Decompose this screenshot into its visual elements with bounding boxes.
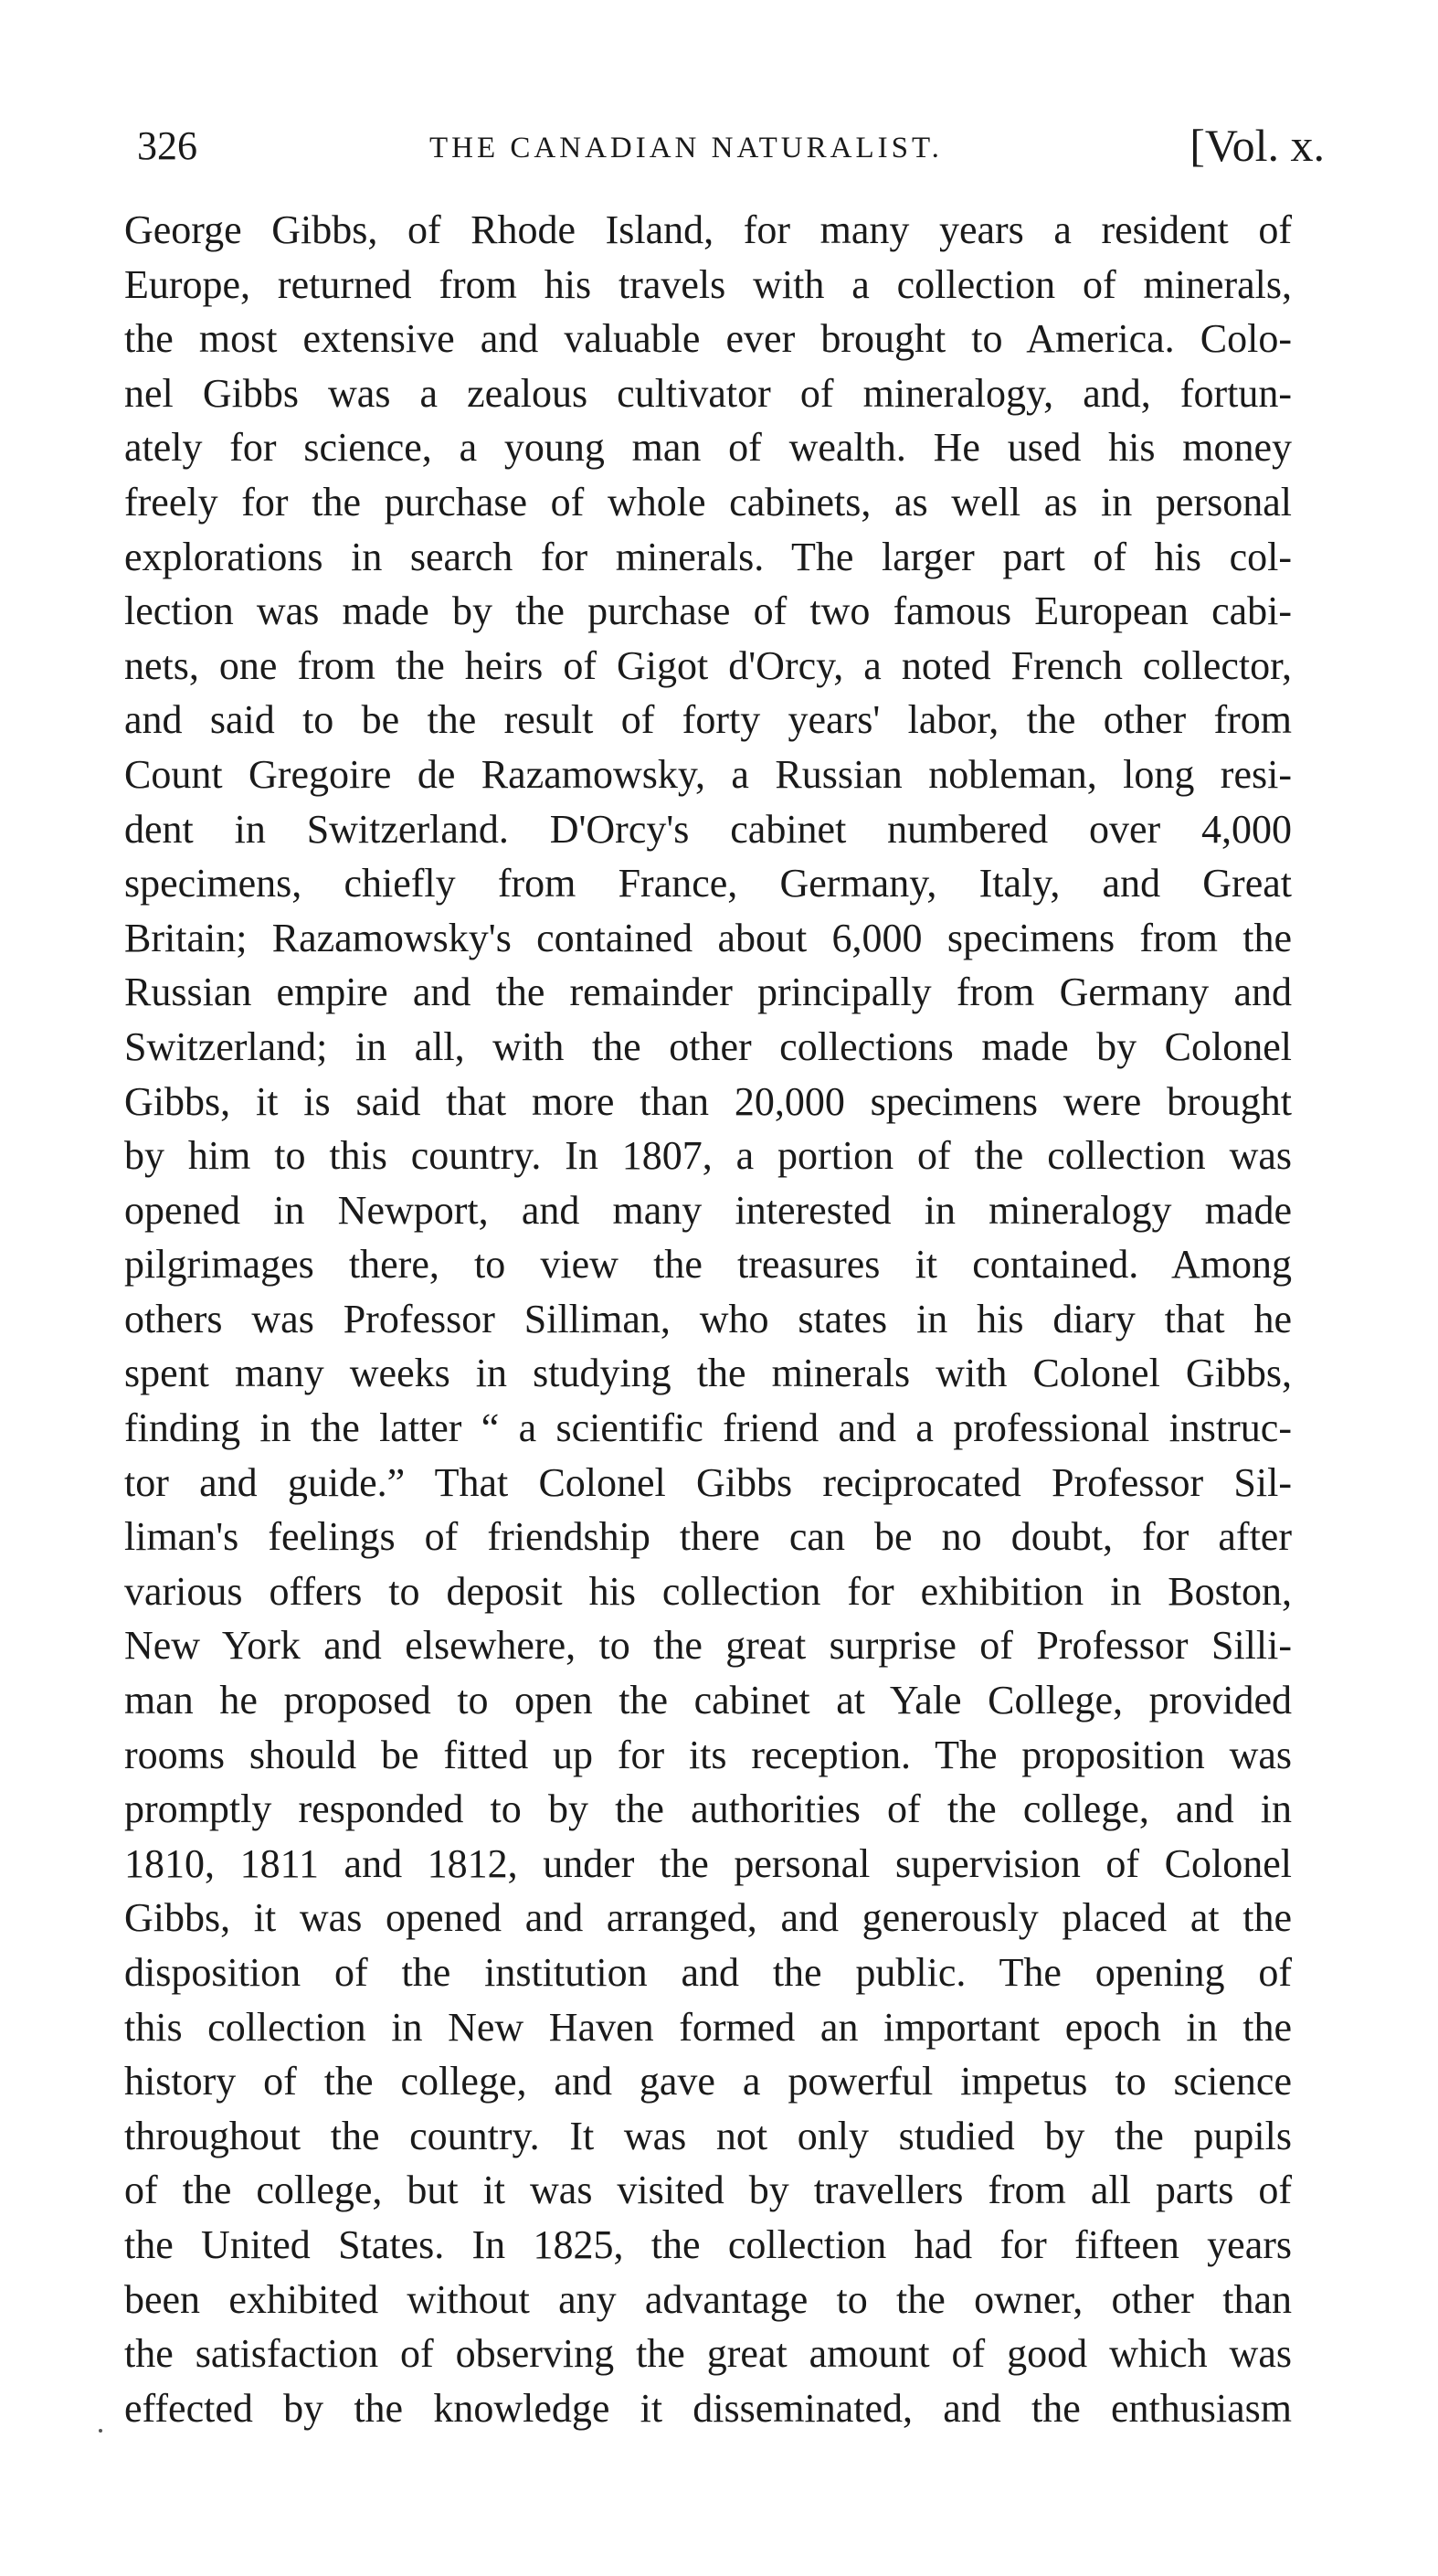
text-line: New York and elsewhere, to the great surprise of Professor Silli- bbox=[124, 1623, 1292, 1669]
text-line: George Gibbs, of Rhode Island, for many years a resident of bbox=[124, 207, 1292, 252]
text-line: man he proposed to open the cabinet at Yale College, provided bbox=[124, 1678, 1292, 1723]
text-line: liman's feelings of friendship there can be no doubt, for after bbox=[124, 1514, 1292, 1560]
text-line: nets, one from the heirs of Gigot d'Orcy, a noted French collector, bbox=[124, 642, 1292, 688]
text-line: of the college, but it was visited by travellers from all parts of bbox=[124, 2168, 1292, 2213]
text-line: the most extensive and valuable ever brought to America. Colo- bbox=[124, 316, 1292, 362]
text-line: effected by the knowledge it disseminated, and the enthusiasm bbox=[124, 2385, 1292, 2431]
text-line: Gibbs, it is said that more than 20,000 specimens were brought bbox=[124, 1078, 1292, 1124]
text-line: explorations in search for minerals. The larger part of his col- bbox=[124, 534, 1292, 579]
text-line: rooms should be fitted up for its reception. The proposition was bbox=[124, 1732, 1292, 1777]
text-line: history of the college, and gave a powerful impetus to science bbox=[124, 2059, 1292, 2104]
text-line: Gibbs, it was opened and arranged, and generously placed at the bbox=[124, 1895, 1292, 1941]
text-line: Count Gregoire de Razamowsky, a Russian nobleman, long resi- bbox=[124, 751, 1292, 797]
text-line: been exhibited without any advantage to the owner, other than bbox=[124, 2276, 1292, 2322]
text-line: the satisfaction of observing the great amount of good which was bbox=[124, 2331, 1292, 2377]
text-line: nel Gibbs was a zealous cultivator of mineralogy, and, fortun- bbox=[124, 370, 1292, 416]
text-line: Europe, returned from his travels with a collection of minerals, bbox=[124, 261, 1292, 307]
text-line: tor and guide.” That Colonel Gibbs reciprocated Professor Sil- bbox=[124, 1459, 1292, 1505]
text-line: opened in Newport, and many interested in mineralogy made bbox=[124, 1187, 1292, 1233]
text-line: Switzerland; in all, with the other collections made by Colonel bbox=[124, 1023, 1292, 1069]
page-number: 326 bbox=[137, 123, 197, 168]
text-line: this collection in New Haven formed an important epoch in the bbox=[124, 2004, 1292, 2050]
text-line: Russian empire and the remainder principally from Germany and bbox=[124, 970, 1292, 1015]
text-line: disposition of the institution and the public. The opening of bbox=[124, 1950, 1292, 1995]
text-line: ately for science, a young man of wealth. He used his money bbox=[124, 425, 1292, 471]
text-line: by him to this country. In 1807, a portion of the collection was bbox=[124, 1133, 1292, 1179]
text-line: pilgrimages there, to view the treasures it contained. Among bbox=[124, 1242, 1292, 1288]
text-line: freely for the purchase of whole cabinets, as well as in personal bbox=[124, 479, 1292, 525]
text-line: lection was made by the purchase of two famous European cabi- bbox=[124, 588, 1292, 634]
text-line: dent in Switzerland. D'Orcy's cabinet numbered over 4,000 bbox=[124, 806, 1292, 852]
print-speck bbox=[99, 2429, 102, 2433]
text-line: 1810, 1811 and 1812, under the personal supervision of Colonel bbox=[124, 1840, 1292, 1886]
volume-label: [Vol. x. bbox=[1190, 120, 1325, 171]
journal-title: THE CANADIAN NATURALIST. bbox=[429, 132, 943, 164]
text-line: spent many weeks in studying the minerals with Colonel Gibbs, bbox=[124, 1351, 1292, 1396]
text-line: throughout the country. It was not only studied by the pupils bbox=[124, 2113, 1292, 2158]
text-line: and said to be the result of forty years' labor, the other from bbox=[124, 697, 1292, 743]
text-line: others was Professor Silliman, who states in his diary that he bbox=[124, 1296, 1292, 1341]
running-head bbox=[137, 119, 1325, 183]
text-line: Britain; Razamowsky's contained about 6,000 specimens from the bbox=[124, 915, 1292, 960]
text-line: specimens, chiefly from France, Germany, Italy, and Great bbox=[124, 861, 1292, 906]
body-text bbox=[124, 203, 1292, 2435]
text-line: promptly responded to by the authorities of the college, and in bbox=[124, 1786, 1292, 1832]
text-line: the United States. In 1825, the collection had for fifteen years bbox=[124, 2221, 1292, 2267]
text-line: finding in the latter “ a scientific friend and a professional instruc- bbox=[124, 1405, 1292, 1451]
text-line: various offers to deposit his collection for exhibition in Boston, bbox=[124, 1568, 1292, 1614]
